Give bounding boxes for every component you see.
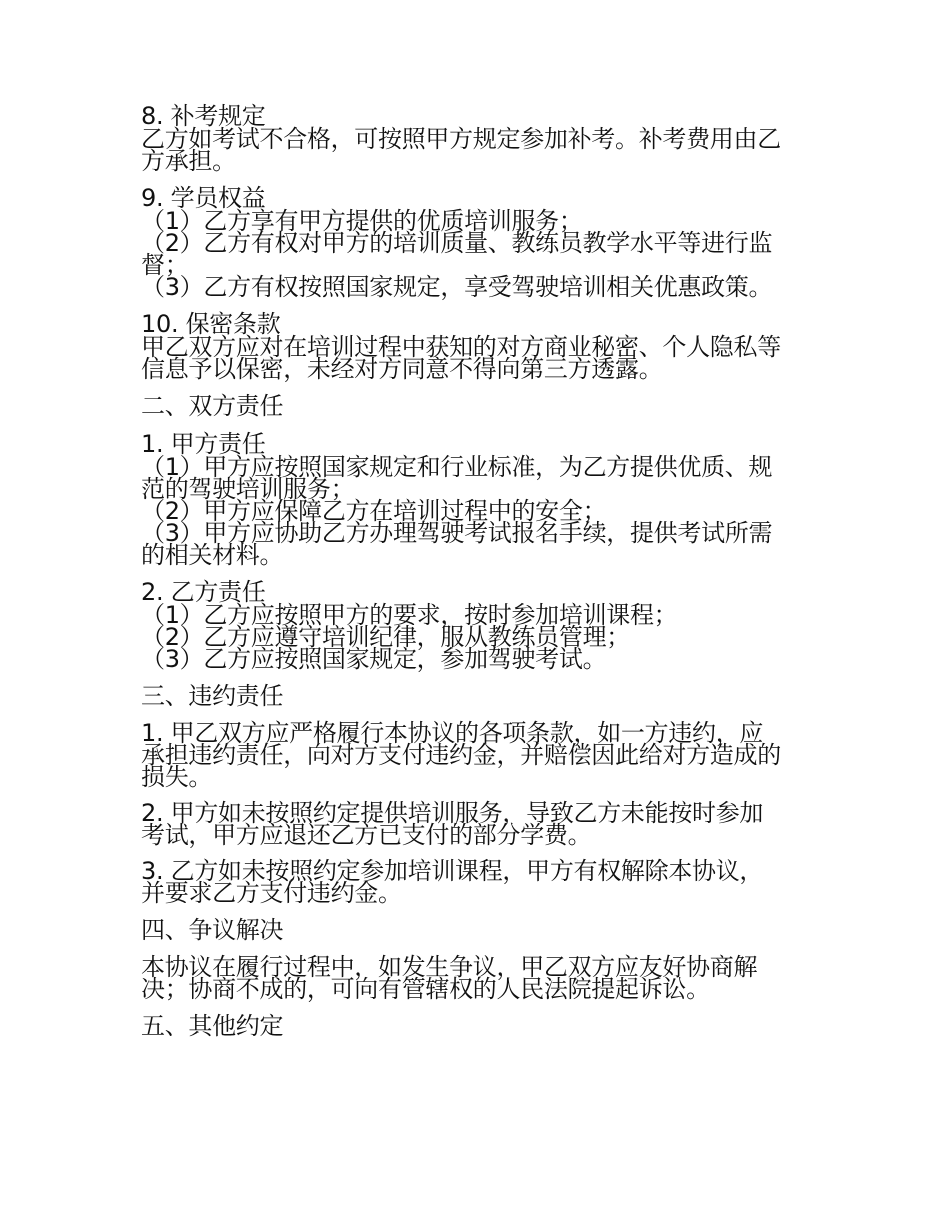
section-party-a-duties [141,430,813,569]
section-heading: 9. 学员权益 [141,184,266,212]
paragraph-line: 决；协商不成的，可向有管辖权的人民法院提起诉讼。 [141,975,710,1003]
paragraph-line: 甲乙双方应对在培训过程中获知的对方商业秘密、个人隐私等 [141,333,781,361]
paragraph-line: 信息予以保密，未经对方同意不得向第三方透露。 [141,355,663,383]
paragraph-line: 并要求乙方支付违约金。 [141,879,402,907]
paragraph-line: 乙方如考试不合格，可按照甲方规定参加补考。补考费用由乙 [141,125,781,153]
chapter-heading: 四、争议解决 [141,916,284,944]
breach-clause-1 [141,719,813,791]
paragraph-line: 承担违约责任，向对方支付违约金，并赔偿因此给对方造成的 [141,741,781,769]
paragraph-line: 3. 乙方如未按照约定参加培训课程，甲方有权解除本协议， [141,857,764,885]
list-item: 的相关材料。 [141,541,284,569]
paragraph-line: 2. 甲方如未按照约定提供培训服务，导致乙方未能按时参加 [141,799,764,827]
chapter-responsibilities [141,394,813,418]
list-item: 督； [141,251,189,279]
list-item: （2）乙方有权对甲方的培训质量、教练员教学水平等进行监 [141,229,773,257]
list-item: （1）乙方应按照甲方的要求，按时参加培训课程； [141,601,678,629]
section-heading: 10. 保密条款 [141,310,281,338]
list-item: （2）甲方应保障乙方在培训过程中的安全； [141,497,607,525]
list-item: 范的驾驶培训服务； [141,475,355,503]
paragraph-line: 方承担。 [141,147,236,175]
chapter-heading: 五、其他约定 [141,1012,284,1040]
chapter-heading: 三、违约责任 [141,682,284,710]
paragraph-line: 1. 甲乙双方应严格履行本协议的各项条款，如一方违约，应 [141,719,764,747]
chapter-other [141,1014,813,1038]
dispute-clause [141,953,813,1003]
section-heading: 8. 补考规定 [141,102,266,130]
list-item: （3）乙方应按照国家规定，参加驾驶考试。 [141,645,607,673]
section-heading: 2. 乙方责任 [141,578,266,606]
list-item: （3）乙方有权按照国家规定，享受驾驶培训相关优惠政策。 [141,273,773,301]
list-item: （2）乙方应遵守培训纪律，服从教练员管理； [141,623,630,651]
document-page [141,104,813,1052]
paragraph-line: 本协议在履行过程中，如发生争议，甲乙双方应友好协商解 [141,953,758,981]
list-item: （1）甲方应按照国家规定和行业标准，为乙方提供优质、规 [141,453,773,481]
breach-clause-3 [141,857,813,907]
section-confidentiality [141,310,813,383]
paragraph-line: 考试，甲方应退还乙方已支付的部分学费。 [141,821,592,849]
paragraph-line: 损失。 [141,763,213,791]
section-student-rights [141,184,813,301]
chapter-breach [141,684,813,708]
section-party-b-duties [141,578,813,673]
chapter-heading: 二、双方责任 [141,392,284,420]
breach-clause-2 [141,799,813,849]
list-item: （3）甲方应协助乙方办理驾驶考试报名手续，提供考试所需 [141,519,773,547]
list-item: （1）乙方享有甲方提供的优质培训服务； [141,207,583,235]
chapter-dispute [141,918,813,942]
section-heading: 1. 甲方责任 [141,430,266,458]
section-makeup-exam [141,102,813,175]
